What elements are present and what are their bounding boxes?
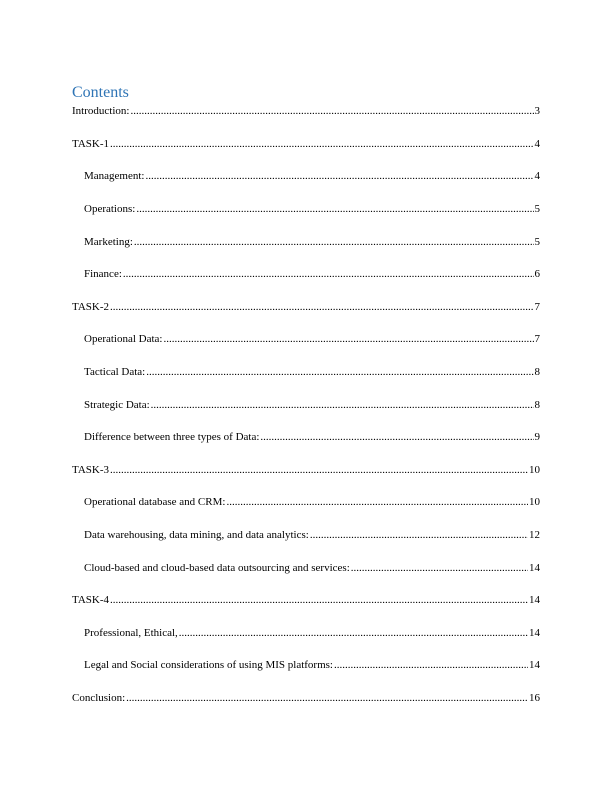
toc-entry-strategic-data[interactable] <box>84 399 540 412</box>
toc-entry-page: 14 <box>529 659 540 671</box>
toc-leader-dots <box>351 562 528 575</box>
toc-entry-cloud-based[interactable] <box>84 562 540 575</box>
toc-leader-dots <box>110 138 533 151</box>
toc-entry-page: 5 <box>534 236 540 248</box>
toc-entry-text: Tactical Data: <box>84 366 146 378</box>
toc-leader-dots <box>136 203 533 216</box>
toc-entry-text: Conclusion: <box>72 692 126 704</box>
toc-entry-tactical-data[interactable] <box>84 366 540 379</box>
toc-leader-dots <box>123 268 534 281</box>
toc-entry-text: Operational Data: <box>84 333 163 345</box>
toc-leader-dots <box>110 301 533 314</box>
toc-leader-dots <box>334 659 528 672</box>
toc-leader-dots <box>145 170 533 183</box>
toc-entry-text: Strategic Data: <box>84 399 150 411</box>
toc-entry-introduction[interactable] <box>72 105 540 118</box>
toc-entry-page: 14 <box>529 594 540 606</box>
toc-entry-page: 6 <box>534 268 540 280</box>
toc-entry-page: 12 <box>529 529 540 541</box>
toc-entry-page: 5 <box>534 203 540 215</box>
toc-entry-management[interactable] <box>84 170 540 183</box>
toc-entry-page: 4 <box>534 170 540 182</box>
toc-entry-task-1[interactable] <box>72 138 540 151</box>
toc-entry-text: Difference between three types of Data: <box>84 431 260 443</box>
toc-entry-conclusion[interactable] <box>72 692 540 705</box>
toc-leader-dots <box>260 431 533 444</box>
toc-entry-text: Operations: <box>84 203 136 215</box>
toc-entry-data-warehousing[interactable] <box>84 529 540 542</box>
toc-leader-dots <box>110 594 528 607</box>
toc-entry-page: 10 <box>529 496 540 508</box>
toc-leader-dots <box>164 333 534 346</box>
toc-entry-page: 16 <box>529 692 540 704</box>
toc-entry-text: Cloud-based and cloud-based data outsourcing and services: <box>84 562 350 574</box>
toc-entry-page: 10 <box>529 464 540 476</box>
toc-entry-page: 14 <box>529 627 540 639</box>
toc-entry-text: TASK-2 <box>72 301 110 313</box>
toc-entry-text: TASK-1 <box>72 138 110 150</box>
toc-leader-dots <box>126 692 528 705</box>
toc-entry-page: 4 <box>534 138 540 150</box>
toc-entry-text: TASK-3 <box>72 464 110 476</box>
toc-entry-professional-ethical[interactable] <box>84 627 540 640</box>
toc-entry-text: Data warehousing, data mining, and data analytics: <box>84 529 309 541</box>
toc-entry-text: Legal and Social considerations of using MIS platforms: <box>84 659 333 671</box>
toc-entry-text: Finance: <box>84 268 122 280</box>
toc-entry-task-4[interactable] <box>72 594 540 607</box>
toc-entry-marketing[interactable] <box>84 236 540 249</box>
toc-leader-dots <box>151 399 534 412</box>
toc-entry-page: 7 <box>534 333 540 345</box>
toc-entry-page: 8 <box>534 399 540 411</box>
toc-entry-text: Marketing: <box>84 236 133 248</box>
toc-entry-operational-data[interactable] <box>84 333 540 346</box>
toc-entry-text: Operational database and CRM: <box>84 496 226 508</box>
toc-entry-page: 14 <box>529 562 540 574</box>
toc-entry-finance[interactable] <box>84 268 540 281</box>
toc-entry-page: 3 <box>534 105 540 117</box>
toc-entry-text: TASK-4 <box>72 594 110 606</box>
toc-leader-dots <box>130 105 533 118</box>
toc-entry-text: Management: <box>84 170 145 182</box>
toc-entry-page: 9 <box>534 431 540 443</box>
toc-leader-dots <box>226 496 528 509</box>
toc-entry-task-3[interactable] <box>72 464 540 477</box>
toc-entry-page: 8 <box>534 366 540 378</box>
toc-title: Contents <box>72 84 129 101</box>
toc-entry-legal-social[interactable] <box>84 659 540 672</box>
toc-entry-task-2[interactable] <box>72 301 540 314</box>
toc-entry-text: Professional, Ethical, <box>84 627 178 639</box>
toc-entry-operations[interactable] <box>84 203 540 216</box>
toc-entry-difference-types-of-data[interactable] <box>84 431 540 444</box>
toc-entry-page: 7 <box>534 301 540 313</box>
toc-leader-dots <box>310 529 528 542</box>
toc-entry-text: Introduction: <box>72 105 130 117</box>
toc-entry-operational-database-crm[interactable] <box>84 496 540 509</box>
toc-leader-dots <box>134 236 534 249</box>
toc-leader-dots <box>179 627 528 640</box>
toc-leader-dots <box>146 366 533 379</box>
toc-leader-dots <box>110 464 528 477</box>
